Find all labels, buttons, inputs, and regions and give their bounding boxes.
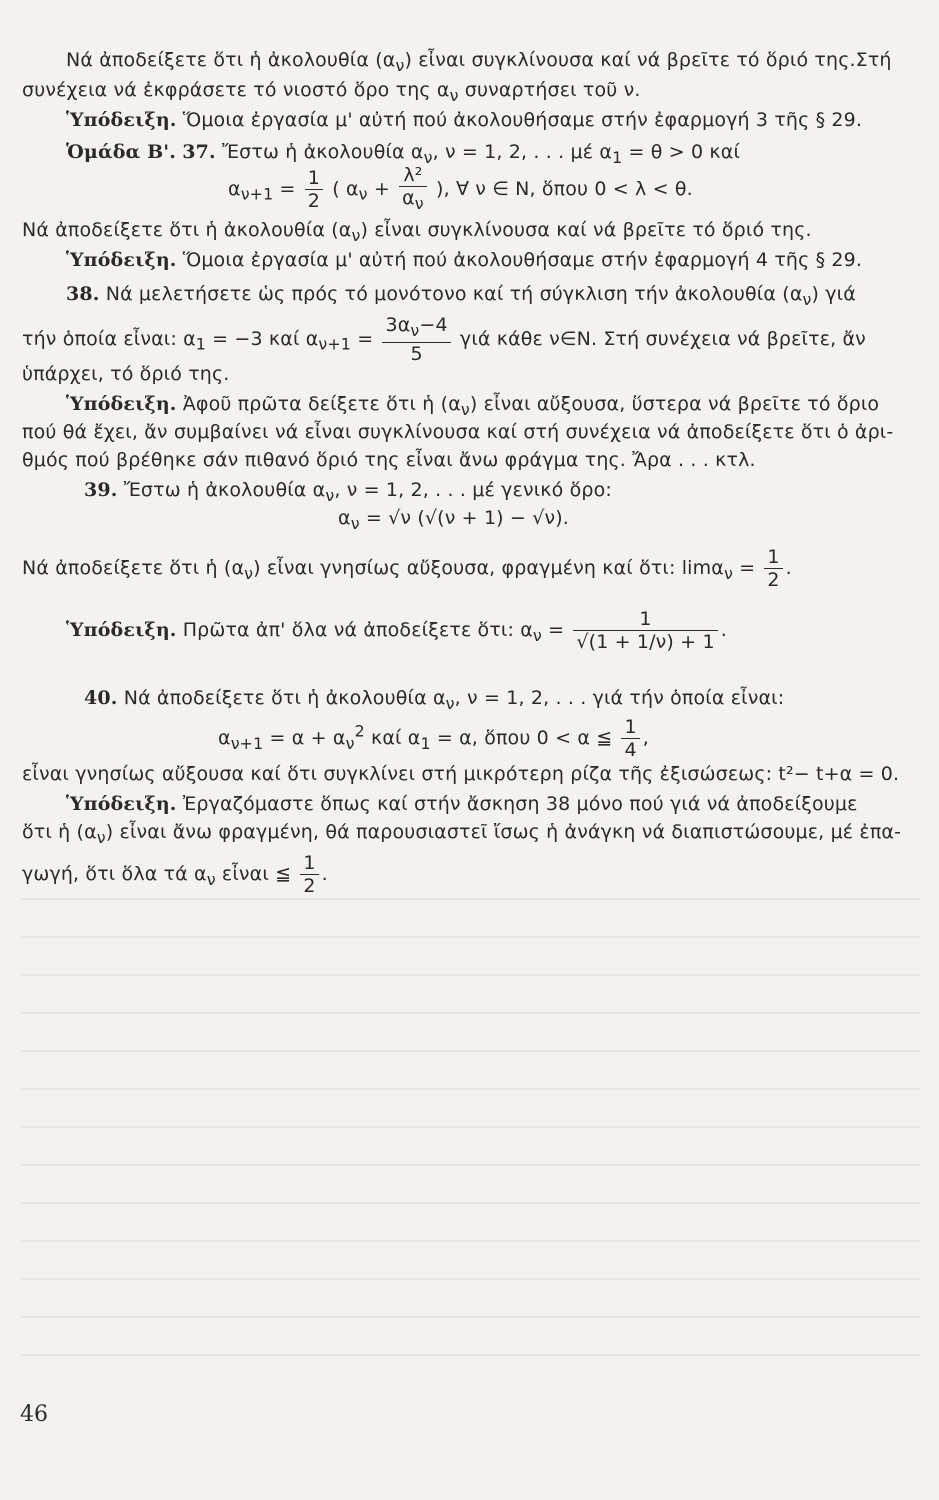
bleed-through-text xyxy=(20,880,920,1380)
hint-line: Ὑπόδειξη. Πρῶτα ἀπ' ὅλα νά ἀποδείξετε ὅτι: $\alpha_\nu$ = $\frac{1}{√(1 + 1/\nu) + 1}$ . xyxy=(66,608,727,653)
text-line: θμός πού βρέθηκε σάν πιθανό ὅριό της εἶναι ἄνω φράγμα της. Ἄρα . . . κτλ. xyxy=(22,449,756,471)
text-line: Νά ἀποδείξετε ὅτι ἡ ἀκολουθία $(\alpha_\nu)$ εἶναι συγκλίνουσα καί νά βρεῖτε τό ὅριό της. xyxy=(22,219,812,245)
text-line: ὑπάρχει, τό ὅριό της. xyxy=(22,363,230,385)
exercise-38: 38. Νά μελετήσετε ὡς πρός τό μονότονο καί τή σύγκλιση τήν ἀκολουθία $(\alpha_\nu)$ γιά xyxy=(66,283,856,309)
exercise-39: 39. Ἔστω ἡ ἀκολουθία $\alpha_\nu$, ν = 1, 2, . . . μέ γενικό ὅρο: xyxy=(84,479,612,505)
exercise-40: 40. Νά ἀποδείξετε ὅτι ἡ ἀκολουθία $\alpha_\nu$, ν = 1, 2, . . . γιά τήν ὁποία εἶναι: xyxy=(84,687,785,713)
formula-38: τήν ὁποία εἶναι: $\alpha_1 = -3$ καί $\alpha_{\nu+1}$ = $\frac{3\alpha_\nu-4}{5}$ γιά κάθε ν∈N. Στή συνέχεια νά βρεῖτε, ἄν xyxy=(22,314,866,365)
exercise-37: Ὁμάδα Β'. 37. Ἔστω ἡ ἀκολουθία $\alpha_\nu$, ν = 1, 2, . . . μέ $\alpha_1 = \theta > 0$ καί xyxy=(66,141,741,167)
hint-line: Ὑπόδειξη. Ἀφοῦ πρῶτα δείξετε ὅτι ἡ $(\alpha_\nu)$ εἶναι αὔξουσα, ὕστερα νά βρεῖτε τό ὅριο xyxy=(66,393,880,419)
formula-37: $\alpha_{\nu+1}$ = $\frac{1}{2}$ ( $\alpha_\nu$ + $\frac{\text{λ²}}{\alpha_\nu}$ ), ∀ ν ∈ N, ὅπου 0 < λ < θ. xyxy=(228,164,693,213)
formula-40: $\alpha_{\nu+1} = \alpha + \alpha_\nu^2$ καί $\alpha_1 = \alpha$, ὅπου 0 < α ≦ $\frac{1}{4}$ , xyxy=(218,716,649,761)
text-line: ὅτι ἡ $(\alpha_\nu)$ εἶναι ἄνω φραγμένη, θά παρουσιαστεῖ ἴσως ἡ ἀνάγκη νά διαπιστώσουμε, μέ ἐπα- xyxy=(22,821,902,847)
formula-39: $\alpha_\nu = √\nu$ (√(ν + 1) − √ν). xyxy=(338,507,569,533)
text-line: εἶναι γνησίως αὔξουσα καί ὅτι συγκλίνει στή μικρότερη ρίζα τῆς ἐξισώσεως: t²− t+α = 0. xyxy=(22,763,900,785)
text-line: γωγή, ὅτι ὅλα τά $\alpha_\nu$ εἶναι ≦ $\frac{1}{2}$ . xyxy=(22,852,328,897)
text-line: Νά ἀποδείξετε ὅτι ἡ $(\alpha_\nu)$ εἶναι γνησίως αὔξουσα, φραγμένη καί ὅτι: limα$_\nu$ = $\frac{1}{2}$ . xyxy=(22,546,792,591)
page-number: 46 xyxy=(20,1402,48,1427)
hint-line: Ὑπόδειξη. Ἐργαζόμαστε ὅπως καί στήν ἄσκηση 38 μόνο πού γιά νά ἀποδείξουμε xyxy=(66,793,858,815)
hint-line: Ὑπόδειξη. Ὅμοια ἐργασία μ' αὐτή πού ἀκολουθήσαμε στήν ἐφαρμογή 3 τῆς § 29. xyxy=(66,109,863,131)
text-line: Νά ἀποδείξετε ὅτι ἡ ἀκολουθία $(\alpha_\nu)$ εἶναι συγκλίνουσα καί νά βρεῖτε τό ὅριό της.Στή xyxy=(66,49,892,75)
text-line: πού θά ἔχει, ἄν συμβαίνει νά εἶναι συγκλίνουσα καί στή συνέχεια νά ἀποδείξετε ὅτι ὁ ἀρι- xyxy=(22,421,894,443)
text-line: συνέχεια νά ἐκφράσετε τό νιοστό ὅρο της $\alpha_\nu$ συναρτήσει τοῦ ν. xyxy=(22,79,641,105)
hint-line: Ὑπόδειξη. Ὅμοια ἐργασία μ' αὐτή πού ἀκολουθήσαμε στήν ἐφαρμογή 4 τῆς § 29. xyxy=(66,249,863,271)
